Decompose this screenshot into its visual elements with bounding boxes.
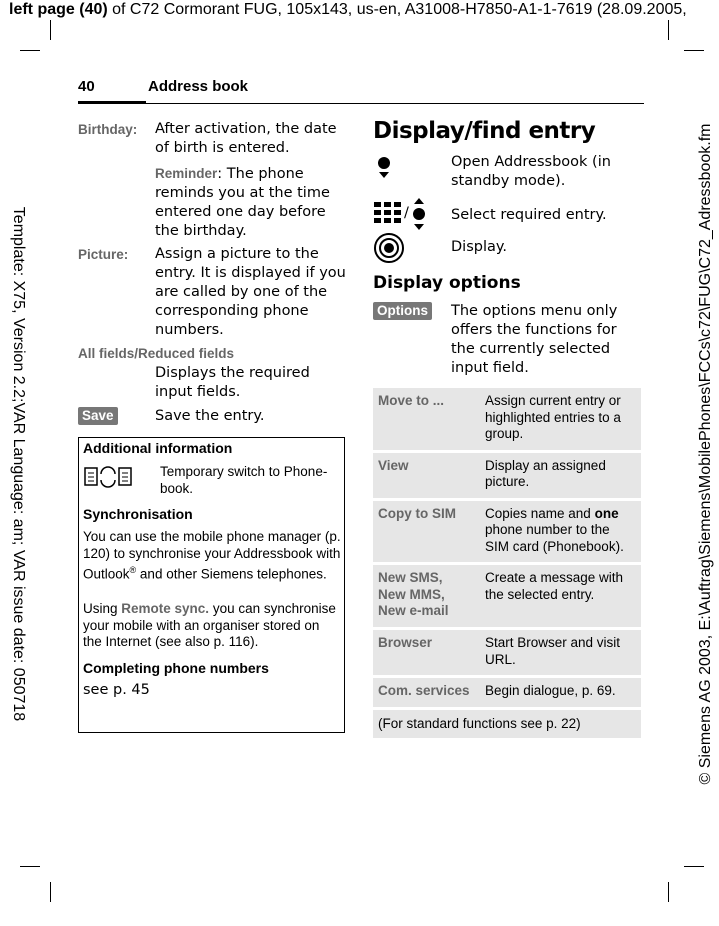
option-desc: Begin dialogue, p. 69. [480,677,641,709]
step1-text: Open Addressbook (in standby mode). [451,154,611,189]
option-name: Copy to SIM [373,499,480,564]
copyright-note: © Siemens AG 2003, E:\Auftrag\Siemens\MobilePhones\FCCs\c72\FUG\C72_Adressbook.fm [697,123,714,785]
crop-mark [50,20,51,40]
table-footnote: (For standard functions see p. 22) [373,708,641,740]
option-name: New SMS, New MMS, New e-mail [373,564,480,629]
sync-text: You can use the mobile phone manager (p. 120) to synchronise your Addressbook with Outlook® and other Siemens telephones. [83,529,341,582]
template-note: Template: X75, Version 2.2;VAR Language: am; VAR issue date: 050718 [10,206,27,722]
picture-label: Picture: [78,247,129,262]
birthday-text: After activation, the date of birth is entered. [155,121,337,156]
subsection-heading: Display options [373,273,521,293]
option-name: View [373,451,480,499]
complete-text: see p. 45 [83,682,150,698]
allfields-label: All fields/Reduced fields [78,346,235,361]
option-desc: Assign current entry or highlighted entries to a group. [480,388,641,451]
keypad-icon [373,199,403,234]
crop-mark [668,882,669,902]
page-title: Address book [148,78,249,95]
complete-title: Completing phone numbers [83,660,269,676]
option-desc: Create a message with the selected entry. [480,564,641,629]
table-row [373,499,641,564]
option-name: Com. services [373,677,480,709]
center-key-icon [373,232,405,269]
table-row [373,564,641,629]
step3-text: Display. [451,239,507,255]
save-text: Save the entry. [155,408,265,424]
remote-text: Using Remote sync. you can synchronise your mobile with an organiser stored on the Internet (see also p. 116). [83,601,336,649]
table-row [373,451,641,499]
reminder-text: Reminder: The phone reminds you at the time entered one day before the birthday. [155,166,330,239]
option-desc: Start Browser and visit URL. [480,629,641,677]
section-heading: Display/find entry [373,118,596,144]
birthday-label: Birthday: [78,122,138,137]
switch-text: Temporary switch to Phone-book. [160,464,328,496]
table-row [373,708,641,740]
crop-mark [50,882,51,902]
options-text: The options menu only offers the functions for the currently selected input field. [451,303,618,376]
table-row [373,388,641,451]
header-rule [78,101,146,104]
nav-updown-icon [410,196,428,237]
sync-title: Synchronisation [83,506,193,522]
option-name: Browser [373,629,480,677]
options-softkey: Options [373,302,432,320]
picture-text: Assign a picture to the entry. It is displayed if you are called by one of the corresponding phone numbers. [155,246,346,338]
step2-text: Select required entry. [451,207,607,223]
table-row [373,629,641,677]
header-rule [146,103,644,104]
options-table [373,388,641,741]
nav-down-icon [375,154,393,185]
page-number: 40 [78,78,95,95]
table-row [373,677,641,709]
box-title: Additional information [83,440,233,456]
crop-mark [668,20,669,40]
step2-separator: / [404,205,409,221]
save-softkey: Save [78,407,118,425]
allfields-text: Displays the required input fields. [155,365,310,400]
print-header: left page (40) of C72 Cormorant FUG, 105x143, us-en, A31008-H7850-A1-1-7619 (28.09.2005, [9,1,687,18]
option-desc: Copies name and one phone number to the SIM card (Phonebook). [480,499,641,564]
switch-book-icon [84,466,134,493]
option-desc: Display an assigned picture. [480,451,641,499]
option-name: Move to ... [373,388,480,451]
